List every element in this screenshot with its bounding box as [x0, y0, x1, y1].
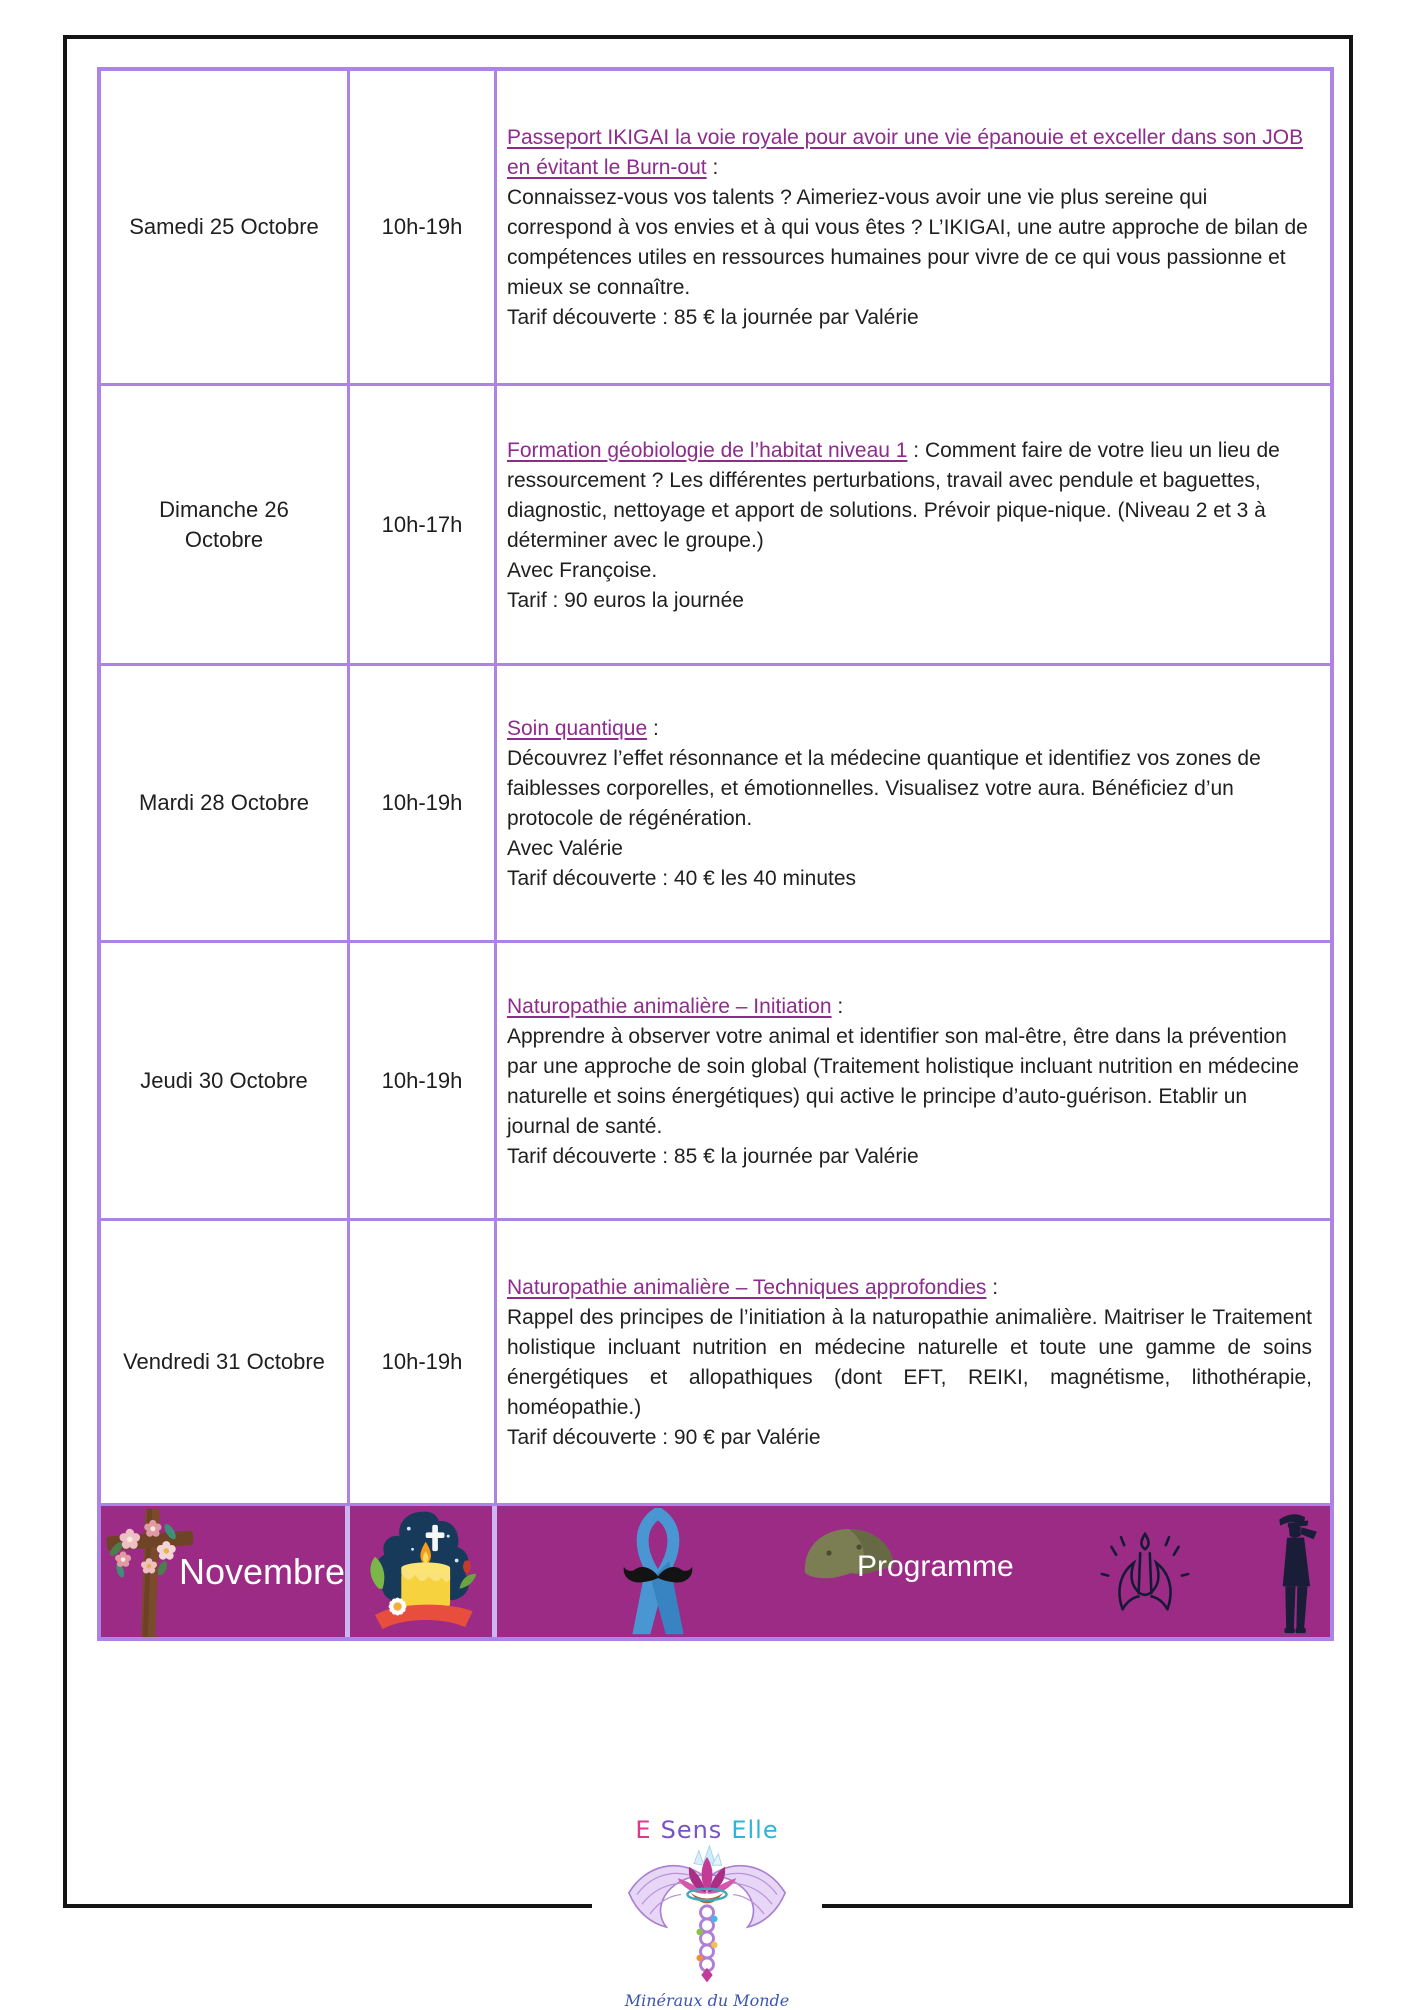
month-banner	[101, 1503, 1330, 1637]
event-heading	[507, 436, 1312, 556]
banner-month-cell	[101, 1506, 350, 1637]
event-title: Naturopathie animalière – Initiation	[507, 994, 832, 1018]
date-label: Mardi 28 Octobre	[139, 790, 309, 815]
event-body: Apprendre à observer votre animal et identifier son mal-être, être dans la prévention par une approche de soin global (Traitement holistique incluant nutrition en médecine naturelle et soins énergétiques) qui active le principe d’auto-guérison. Etablir un journal de santé.	[507, 1024, 1299, 1138]
time-cell	[350, 1221, 497, 1503]
event-heading	[507, 123, 1312, 183]
schedule-table	[97, 67, 1334, 1641]
date-label: Vendredi 31 Octobre	[123, 1349, 325, 1374]
event-price: Tarif découverte : 40 € les 40 minutes	[507, 867, 857, 890]
table-row	[101, 663, 1330, 940]
time-label: 10h-17h	[381, 511, 463, 537]
date-label: Jeudi 30 Octobre	[140, 1067, 308, 1093]
event-title: Soin quantique	[507, 717, 648, 740]
event-with: Avec Françoise.	[507, 558, 658, 582]
banner-programme-cell	[497, 1506, 1330, 1637]
table-row	[101, 71, 1330, 383]
praying-hands-candle-icon	[1097, 1522, 1193, 1623]
date-cell	[101, 386, 350, 663]
event-with: Avec Valérie	[507, 837, 623, 860]
event-title-suffix: :	[831, 994, 844, 1018]
brand-name	[635, 1816, 778, 1844]
event-title: Passeport IKIGAI la voie royale pour avoir une vie épanouie et exceller dans son JOB en évitant le Burn-out	[507, 126, 1304, 179]
event-title-suffix: : Comment faire de votre lieu un lieu de ressourcement ? Les différentes perturbations, travail avec pendule et baguettes, diagnostic, nettoyage et apport de solutions. Prévoir pique-nique. (Niveau 2 et 3 à déterminer avec le groupe.)	[507, 438, 1280, 552]
event-title: Formation géobiologie de l’habitat niveau 1	[507, 438, 908, 462]
date-cell	[101, 943, 350, 1218]
time-cell	[350, 943, 497, 1218]
description-cell	[497, 943, 1330, 1218]
banner-programme-label: Programme	[857, 1550, 1014, 1583]
blue-ribbon-mustache-icon	[615, 1508, 701, 1637]
brand-logo	[592, 1812, 822, 2010]
description-cell	[497, 1221, 1330, 1503]
time-cell	[350, 386, 497, 663]
time-cell	[350, 71, 497, 383]
brand-part-e: E	[635, 1816, 652, 1844]
date-cell	[101, 666, 350, 940]
event-body: Rappel des principes de l’initiation à la naturopathie animalière. Maitriser le Traitement holistique incluant nutrition en médecine naturelle et toute une gamme de soins énergétiques et allopathiques (dont EFT, REIKI, magnétisme, lithothérapie, homéopathie.)	[507, 1306, 1312, 1419]
time-label: 10h-19h	[381, 214, 463, 239]
time-label: 10h-19h	[381, 790, 463, 815]
saluting-soldier-icon	[1262, 1506, 1324, 1637]
banner-candle-cell	[350, 1506, 497, 1637]
banner-month-label: Novembre	[179, 1550, 346, 1592]
event-title-suffix: :	[647, 717, 659, 740]
description-cell	[497, 386, 1330, 663]
brand-part-sens: Sens	[660, 1816, 723, 1844]
event-title-suffix: :	[706, 156, 719, 179]
brand-part-elle: Elle	[731, 1816, 779, 1844]
event-body: Découvrez l’effet résonnance et la médecine quantique et identifiez vos zones de faiblesses corporelles, et émotionnelles. Visualisez votre aura. Bénéficiez d’un protocole de régénération.	[507, 747, 1261, 830]
brand-tagline: Minéraux du Monde	[624, 1991, 790, 2010]
time-label: 10h-19h	[381, 1067, 463, 1093]
event-body: Connaissez-vous vos talents ? Aimeriez-vous avoir une vie plus sereine qui correspond à vos envies et à qui vous êtes ? L’IKIGAI, une autre approche de bilan de compétences utiles en ressources humaines pour vivre de ce qui vous passionne et mieux se connaître.	[507, 186, 1308, 299]
event-price: Tarif : 90 euros la journée	[507, 588, 744, 612]
programme-group	[857, 1550, 1014, 1584]
time-cell	[350, 666, 497, 940]
table-row	[101, 1218, 1330, 1503]
event-price: Tarif découverte : 85 € la journée par Valérie	[507, 306, 919, 329]
date-label: Samedi 25 Octobre	[129, 214, 319, 239]
date-cell	[101, 71, 350, 383]
event-heading	[507, 1273, 1312, 1303]
cross-with-flowers-icon	[101, 1506, 197, 1637]
event-title: Naturopathie animalière – Techniques approfondies	[507, 1276, 987, 1299]
memorial-candle-icon	[360, 1507, 482, 1636]
time-label: 10h-19h	[381, 1349, 463, 1374]
date-cell	[101, 1221, 350, 1503]
event-title-suffix: :	[986, 1276, 999, 1299]
event-price: Tarif découverte : 90 € par Valérie	[507, 1426, 821, 1449]
description-cell	[497, 666, 1330, 940]
description-cell	[497, 71, 1330, 383]
table-row	[101, 940, 1330, 1218]
winged-lotus-caduceus-icon	[612, 1844, 802, 1989]
event-heading	[507, 992, 1312, 1022]
table-row	[101, 383, 1330, 663]
date-label: Dimanche 26 Octobre	[159, 496, 289, 552]
event-heading	[507, 714, 1312, 744]
event-price: Tarif découverte : 85 € la journée par Valérie	[507, 1144, 919, 1168]
